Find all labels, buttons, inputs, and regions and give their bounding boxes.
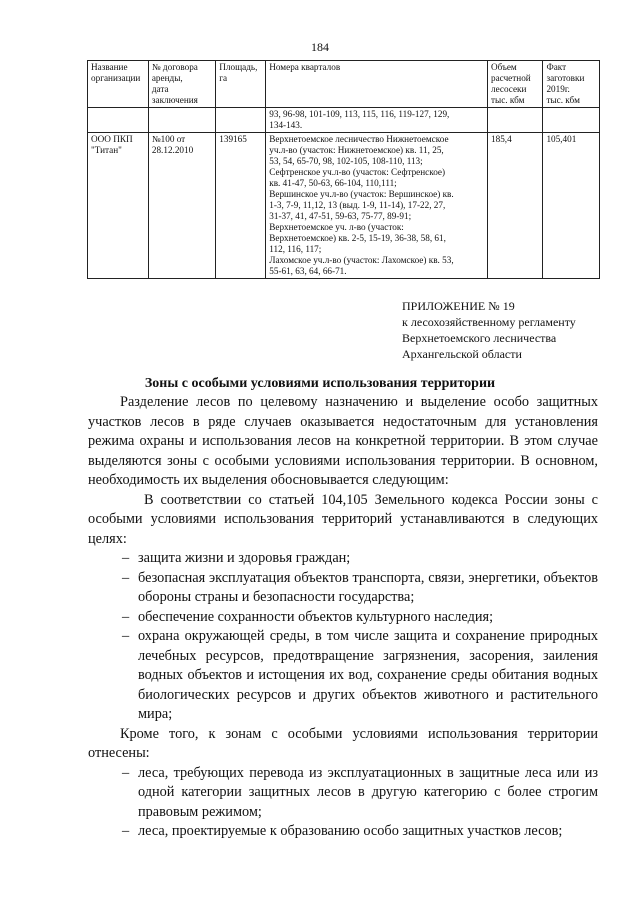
paragraph: Кроме того, к зонам с особыми условиями использования территории отнесены: [88,725,598,761]
list-dash: – [122,569,130,586]
table-cell [88,108,149,133]
list-item: – безопасная эксплуатация объектов транспорта, связи, энергетики, объектов обороны страны и безопасности государства; [122,569,598,605]
table-cell [543,108,600,133]
list-dash: – [122,550,130,566]
table-cell-fact: 105,401 [543,133,600,279]
body-text [88,393,598,842]
list-dash: – [122,608,130,625]
appendix-block [402,298,576,362]
header-area: Площадь, га [216,61,266,108]
list-item: – леса, требующих перевода из эксплуатационных в защитные леса или из одной категории защитных лесов в другую категорию с более строгим правовым режимом; [122,764,598,820]
list-item: – защита жизни и здоровья граждан; [88,549,598,569]
header-fact: Факт заготовки 2019г. тыс. кбм [543,61,600,108]
table-cell-area: 139165 [216,133,266,279]
header-contract: № договора аренды, дата заключения [148,61,215,108]
page-number: 184 [311,40,329,54]
table-cell-volume: 185,4 [488,133,543,279]
table-row [88,133,600,279]
list-item: – обеспечение сохранности объектов культурного наследия; [88,608,598,628]
list-dash: – [122,823,130,839]
paragraph: В соответствии со статьей 104,105 Земельного кодекса России зоны с особыми условиями использования территорий устанавливаются в следующих целях: [88,491,598,547]
goals-list [88,549,598,725]
table-cell-quarters: Верхнетоемское лесничество Нижнетоемское уч.л-во (участок: Нижнетоемское) кв. 11, 25, 53, 54, 65-70, 98, 102-105, 108-110, 113; Сефтренское уч.л-во (участок: Сефтренское) кв. 41-47, 50-63, 66-104, 110,111; Вершинское уч.л-во (участок: Вершинское) кв. 1-3, 7-9, 11,12, 13 (выд. 1-9, 11-14), 17-22, 27, 31-37, 41, 47-51, 59-63, 75-77, 89-91; Верхнетоемское уч. л-во (участок: Верхнетоемское) кв. 2-5, 15-19, 36-38, 58, 61, 112, 116, 117; Лахомское уч.л-во (участок: Лахомское) кв. 53, 55-61, 63, 64, 66-71. [266,133,488,279]
table-row [88,108,600,133]
section-title: Зоны с особыми условиями использования территории [144,376,496,391]
appendix-line: Верхнетоемского лесничества [402,331,557,345]
table-cell [216,108,266,133]
list-dash: – [122,628,130,644]
appendix-line: к лесохозяйственному регламенту [402,315,576,329]
appendix-line: Архангельской области [402,347,522,361]
list-item: – леса, проектируемые к образованию особо защитных участков лесов; [88,822,598,842]
table-cell-quarters: 93, 96-98, 101-109, 113, 115, 116, 119-127, 129, 134-143. [266,108,488,133]
table-header-row [88,61,600,108]
table-cell-contract: №100 от 28.12.2010 [148,133,215,279]
appendix-title: ПРИЛОЖЕНИЕ № 19 [402,299,515,313]
header-volume: Объем расчетной лесосеки тыс. кбм [488,61,543,108]
table-cell-organization: ООО ПКП "Титан" [88,133,149,279]
header-quarters: Номера кварталов [266,61,488,108]
list-item: – охрана окружающей среды, в том числе защита и сохранение природных лечебных ресурсов, предотвращение загрязнения, засорения, заиления водных объектов и истощения их вод, сохранение среды обитания водных биологических ресурсов и других объектов животного и растительного мира; [122,628,598,722]
paragraph: Разделение лесов по целевому назначению и выделение особо защитных участков лесов в ряде случаев оказывается недостаточным для установления режима охраны и использования лесов на конкретной территории. В этом случае выделяются зоны с особыми условиями использования территории. В основном, необходимость их выделения обосновывается следующим: [88,394,598,488]
table-cell [148,108,215,133]
header-organization: Название организации [88,61,149,108]
forest-lease-table [87,60,600,279]
table-cell [488,108,543,133]
zones-list [88,764,598,842]
list-dash: – [122,764,130,781]
